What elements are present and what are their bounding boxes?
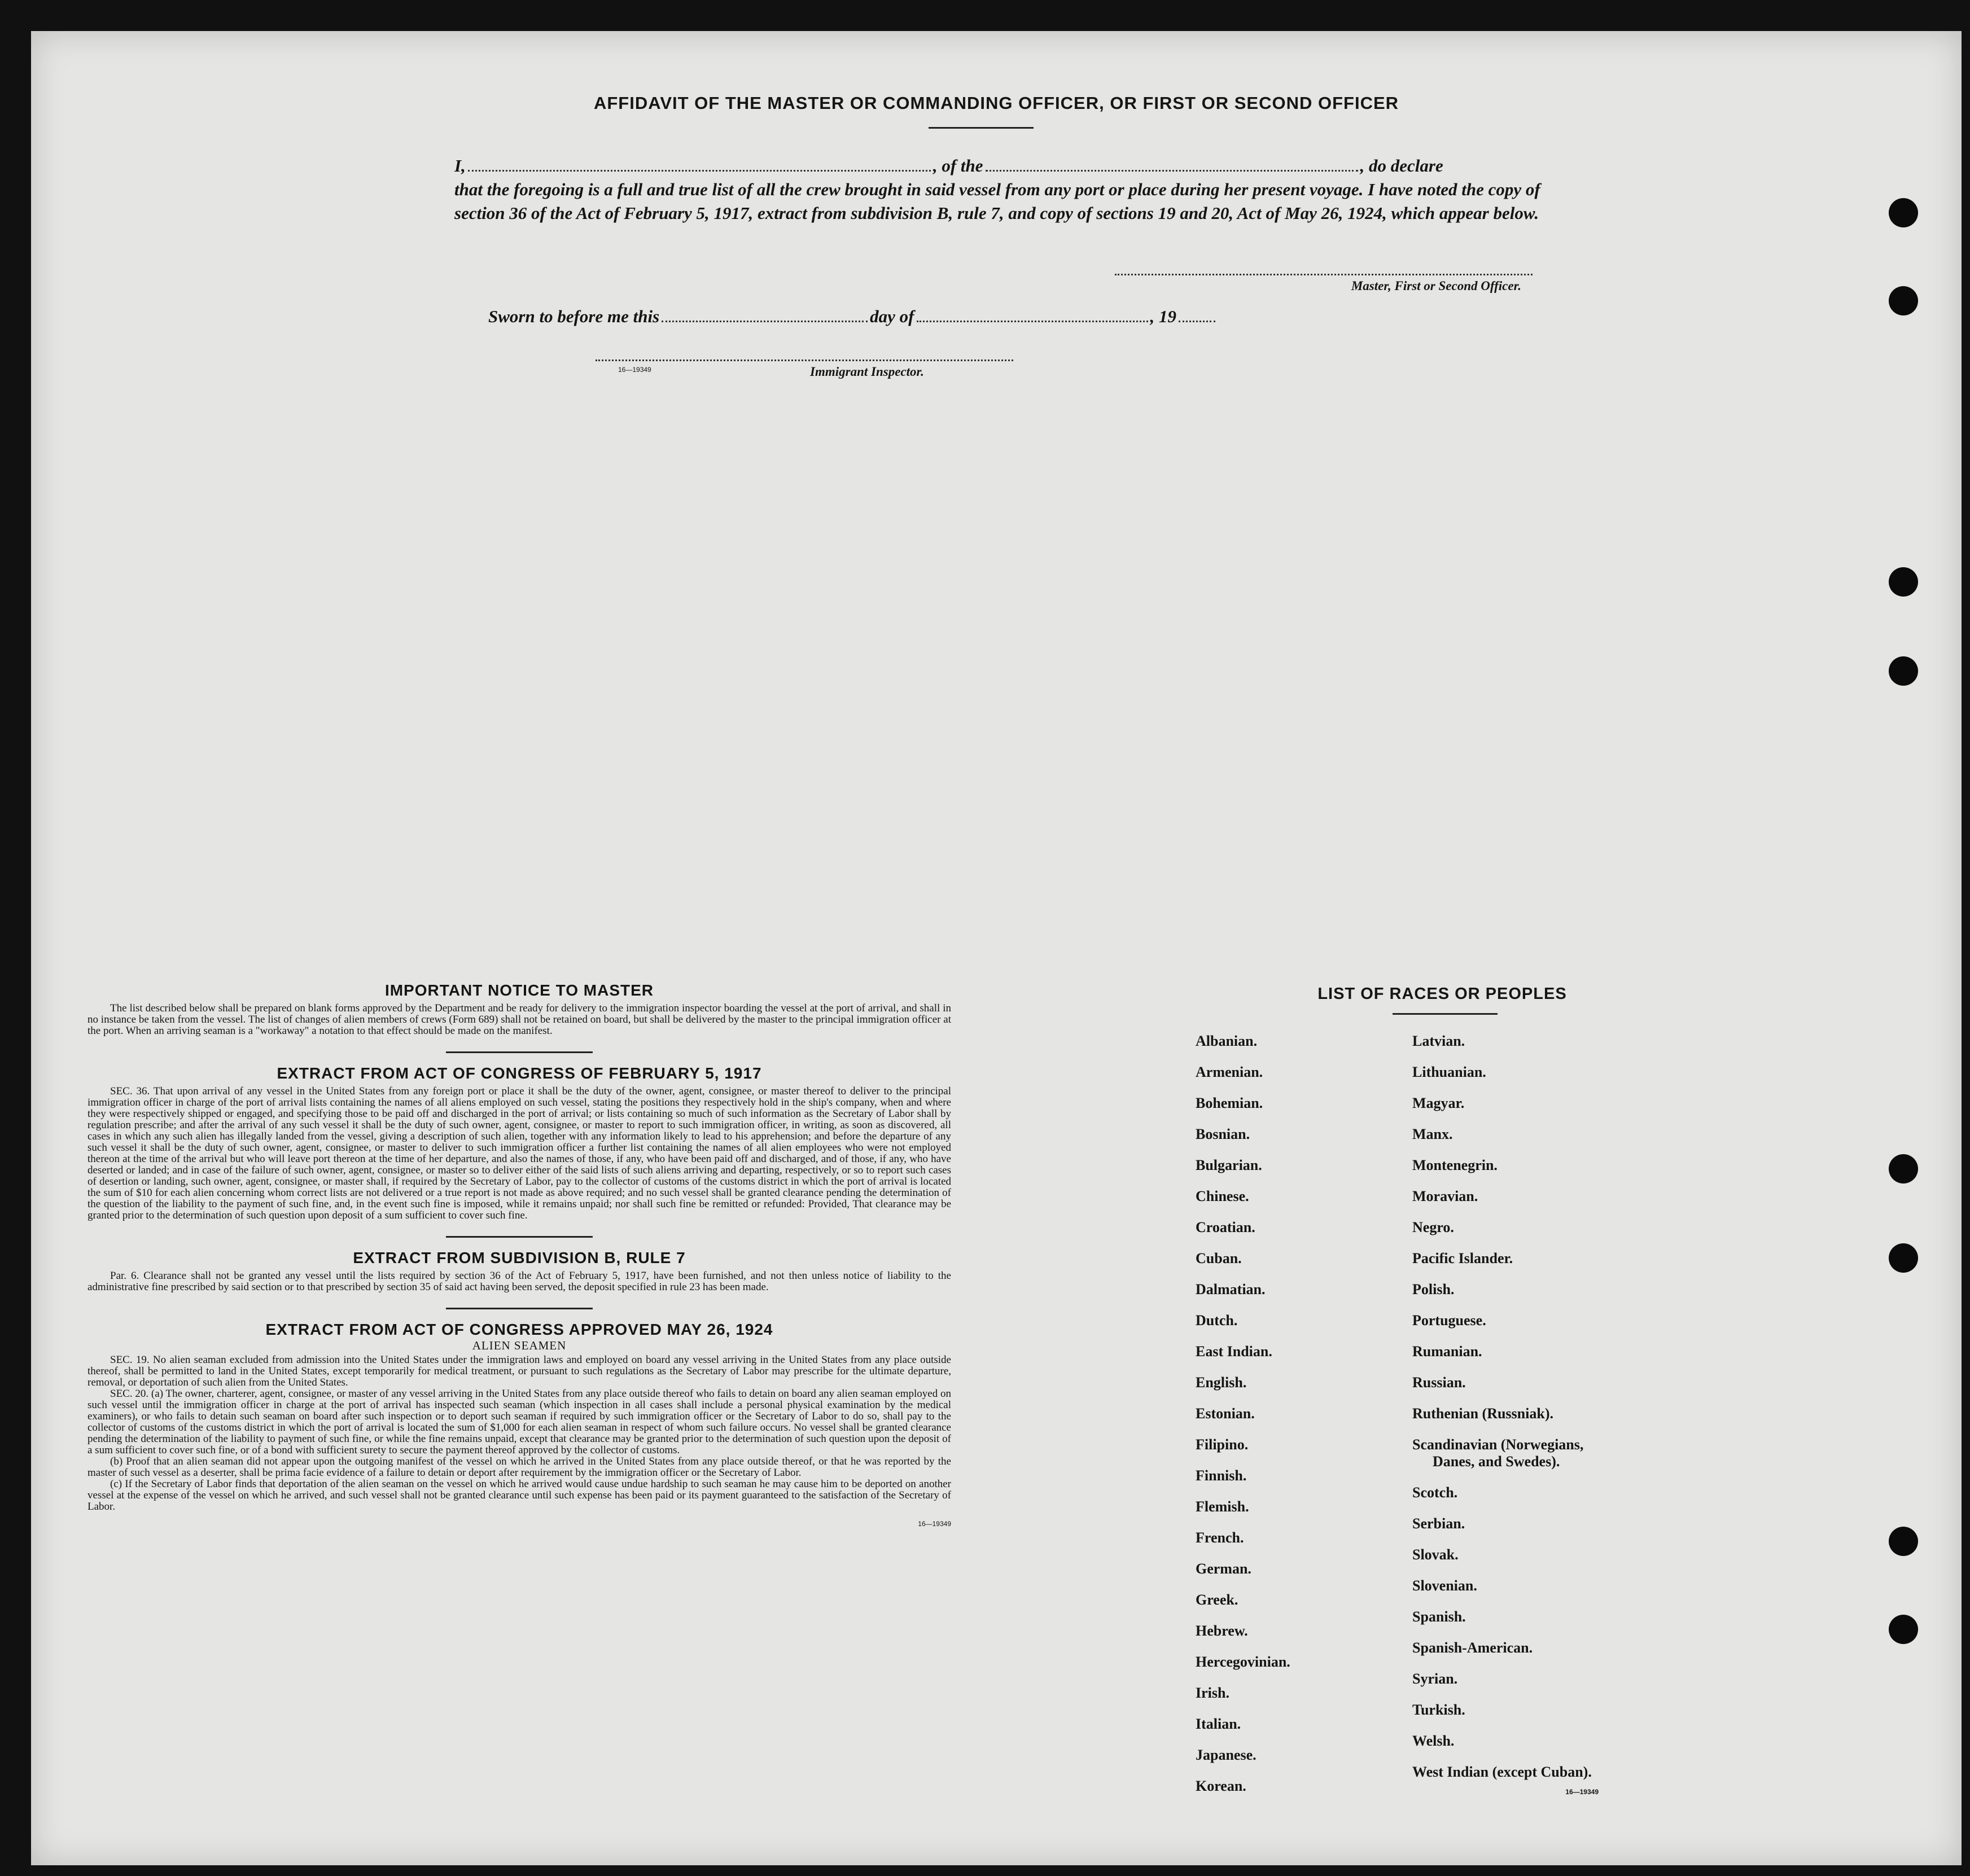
punch-hole-1	[1889, 198, 1918, 227]
race-item: Dutch.	[1196, 1312, 1238, 1329]
declaration-first-line	[454, 154, 1555, 178]
sec-19-text: SEC. 19. No alien seaman excluded from admission into the United States under the immigration laws and employed on board any vessel arriving in the United States from any place outside thereof, shall be permitted to land in the United States, except temporarily for medical treatment, or pursuant to such regulations as the Secretary of Labor may prescribe for the ultimate departure, removal, or deportation of such alien from the United States.	[87, 1354, 951, 1388]
declaration-i-label: I,	[454, 156, 466, 176]
race-item: Filipino.	[1196, 1436, 1249, 1453]
race-item: Manx.	[1412, 1126, 1453, 1142]
race-item: Chinese.	[1196, 1188, 1249, 1204]
declaration-block	[454, 154, 1555, 225]
inspector-signature-block	[596, 360, 1013, 382]
race-item: Latvian.	[1412, 1033, 1465, 1049]
declaration-do-declare-label: , do declare	[1360, 156, 1443, 176]
race-item: Rumanian.	[1412, 1343, 1482, 1360]
race-item: Montenegrin.	[1412, 1157, 1498, 1173]
race-item: Negro.	[1412, 1219, 1454, 1235]
punch-hole-6	[1889, 1243, 1918, 1273]
sworn-line	[488, 306, 1218, 327]
master-signature-caption: Master, First or Second Officer.	[1351, 279, 1521, 293]
race-item: Bulgarian.	[1196, 1157, 1262, 1173]
race-item: West Indian (except Cuban).	[1412, 1764, 1592, 1780]
affidavit-form-number: 16—19349	[618, 366, 651, 374]
section-divider	[446, 1308, 593, 1309]
race-item: Korean.	[1196, 1778, 1246, 1794]
declaration-of-the-label: , of the	[933, 156, 983, 176]
race-item: Estonian.	[1196, 1405, 1255, 1422]
race-item: Syrian.	[1412, 1671, 1458, 1687]
race-item: Russian.	[1412, 1374, 1466, 1391]
extract-1917-title: EXTRACT FROM ACT OF CONGRESS OF FEBRUARY 5, 1917	[277, 1064, 762, 1082]
punch-hole-7	[1889, 1527, 1918, 1556]
form-page	[31, 31, 1962, 1865]
races-form-number: 16—19349	[1565, 1788, 1599, 1796]
race-item: French.	[1196, 1529, 1244, 1546]
master-signature-block	[1115, 274, 1533, 293]
punch-hole-8	[1889, 1615, 1918, 1644]
extract-rule7-title: EXTRACT FROM SUBDIVISION B, RULE 7	[353, 1249, 686, 1266]
race-item: Welsh.	[1412, 1733, 1455, 1749]
race-item: Scotch.	[1412, 1484, 1458, 1501]
year-label: , 19	[1150, 306, 1176, 326]
race-item: Armenian.	[1196, 1064, 1263, 1080]
punch-hole-5	[1889, 1154, 1918, 1184]
race-item: Greek.	[1196, 1592, 1238, 1608]
sworn-label: Sworn to before me this	[488, 306, 660, 326]
race-item: Irish.	[1196, 1685, 1229, 1701]
race-item: Turkish.	[1412, 1702, 1465, 1718]
extract-form-number: 16—19349	[918, 1520, 951, 1528]
notice-title: IMPORTANT NOTICE TO MASTER	[384, 981, 654, 999]
race-item: Slovak.	[1412, 1546, 1459, 1563]
races-left-column	[1196, 1033, 1382, 1809]
race-item: East Indian.	[1196, 1343, 1272, 1360]
race-item: Danes, and Swedes).	[1433, 1453, 1560, 1470]
race-item: Pacific Islander.	[1412, 1250, 1513, 1266]
race-item: Finnish.	[1196, 1467, 1247, 1484]
race-item: Japanese.	[1196, 1747, 1257, 1763]
vessel-name-field[interactable]	[986, 169, 1358, 172]
punch-hole-4	[1889, 656, 1918, 686]
sec-20a-text: SEC. 20. (a) The owner, charterer, agent, consignee, or master of any vessel arriving in the United States from any place outside thereof who fails to detain on board any alien seaman employed on such vessel until the immigration officer in charge at the port of arrival has inspected such seaman (which inspection in all cases shall include a personal physical examination by the medical examiners), or who fails to detain such seaman on board after such inspection or to deport such seaman if required by such immigration officer or the Secretary of Labor to do so, shall pay to the collector of customs of the customs district in which the port of arrival is located the sum of $1,000 for each alien seaman in respect of whom such failure occurs. No vessel shall be granted clearance pending the determination of the liability to payment of such fine, or while the fine remains unpaid, except that clearance may be granted prior to the determination of such question upon the deposit of a sum sufficient to cover such fine, or of a bond with sufficient surety to secure the payment thereof approved by the collector of customs.	[87, 1388, 951, 1456]
races-divider	[1393, 1013, 1498, 1015]
race-item: Polish.	[1412, 1281, 1455, 1298]
declaration-text: that the foregoing is a full and true list of all the crew brought in said vessel from any port or place during her present voyage. I have noted the copy of section 36 of the Act of February 5, 1917, extract from subdivision B, rule 7, and copy of sections 19 and 20, Act of May 26, 1924, which appear below.	[454, 179, 1540, 223]
day-of-label: day of	[870, 306, 914, 326]
race-item: Albanian.	[1196, 1033, 1258, 1049]
race-item: Bohemian.	[1196, 1095, 1263, 1111]
races-title: LIST OF RACES OR PEOPLES	[1317, 985, 1567, 1003]
race-item: Dalmatian.	[1196, 1281, 1266, 1298]
race-item: Croatian.	[1196, 1219, 1255, 1235]
sworn-year-field[interactable]	[1179, 320, 1215, 322]
race-item: German.	[1196, 1561, 1251, 1577]
extract-rule7-text: Par. 6. Clearance shall not be granted any vessel until the lists required by section 36 of the Act of February 5, 1917, have been furnished, and not then unless notice of liability to the administrative fine prescribed by said section or to that prescribed by section 35 of said act having been served, the deposit specified in rule 23 has been made.	[87, 1270, 951, 1293]
officer-name-field[interactable]	[468, 169, 931, 172]
inspector-caption: Immigrant Inspector.	[810, 365, 924, 379]
race-item: Moravian.	[1412, 1188, 1478, 1204]
race-item: Spanish.	[1412, 1608, 1466, 1625]
race-item: Flemish.	[1196, 1498, 1249, 1515]
race-item: Ruthenian (Russniak).	[1412, 1405, 1553, 1422]
sworn-day-field[interactable]	[662, 320, 868, 322]
sec-20c-text: (c) If the Secretary of Labor finds that deportation of the alien seaman on the vessel on which he arrived would cause undue hardship to such seaman he may cause him to be deported on another vessel at the expense of the vessel on which he arrived, and such vessel shall not be granted clearance until such expense has been paid or its payment guaranteed to the satisfaction of the Secretary of Labor.	[87, 1478, 951, 1513]
race-item: Italian.	[1196, 1716, 1241, 1732]
race-item: Bosnian.	[1196, 1126, 1250, 1142]
race-item: Lithuanian.	[1412, 1064, 1486, 1080]
sworn-month-field[interactable]	[917, 320, 1148, 322]
extract-1917-text: SEC. 36. That upon arrival of any vessel in the United States from any foreign port or place it shall be the duty of the owner, agent, consignee, or master thereof to deliver to the principal immigration officer in charge of the port of arrival lists containing the names of all aliens employed on such vessel, stating the positions they respectively hold in the ship's company, when and where they were respectively shipped or engaged, and specifying those to be paid off and discharged in the port of arrival; or lists containing so much of such information as the Secretary of Labor shall by regulation prescribe; and after the arrival of any such vessel it shall be the duty of such owner, agent, consignee, or master to report to such immigration officer, in writing, as soon as discovered, all cases in which any such alien has illegally landed from the vessel, giving a description of such alien, together with any information likely to lead to his apprehension; and before the departure of any such vessel it shall be the duty of such owner, agent, consignee, or master to deliver to such immigration officer a further list containing the names of all alien employees who were not employed thereon at the time of the arrival but who will leave port thereon at the time of her departure, and also the names of those, if any, who have been paid off and discharged, and of those, if any, who have deserted or landed; and in case of the failure of such owner, agent, consignee, or master so to deliver either of the said lists of such aliens arriving and departing, respectively, or so to report such cases of desertion or landing, such owner, agent, consignee, or master shall, if required by the Secretary of Labor, pay to the collector of customs of the customs district in which the port of arrival is located the sum of $10 for each alien concerning whom correct lists are not delivered or a true report is not made as above required; and no such vessel shall be granted clearance pending the determination of the question of the liability to the payment of such fine, and, in the event such fine is imposed, while it remains unpaid; nor shall such fine be remitted or refunded: Provided, That clearance may be granted prior to the determination of such question upon deposit of a sum sufficient to cover such fine.	[87, 1085, 951, 1221]
race-item: Scandinavian (Norwegians,	[1412, 1436, 1584, 1453]
punch-hole-3	[1889, 567, 1918, 597]
race-item: Slovenian.	[1412, 1577, 1477, 1594]
race-item: Cuban.	[1196, 1250, 1242, 1266]
section-divider	[446, 1236, 593, 1238]
title-divider	[929, 127, 1034, 129]
race-item: Portuguese.	[1412, 1312, 1486, 1329]
affidavit-title: AFFIDAVIT OF THE MASTER OR COMMANDING OFFICER, OR FIRST OR SECOND OFFICER	[593, 93, 1399, 113]
master-signature-line[interactable]	[1115, 274, 1533, 275]
alien-seamen-subtitle: ALIEN SEAMEN	[472, 1339, 567, 1352]
sec-20b-text: (b) Proof that an alien seaman did not appear upon the outgoing manifest of the vessel on which he arrived in the United States from any place outside thereof, or that he was reported by the master of such vessel as a deserter, shall be prima facie evidence of a failure to detain or deport after requirement by the immigration officer or the Secretary of Labor.	[87, 1456, 951, 1479]
race-item: Serbian.	[1412, 1515, 1465, 1532]
race-item: Hercegovinian.	[1196, 1654, 1290, 1670]
extract-1924-title: EXTRACT FROM ACT OF CONGRESS APPROVED MAY 26, 1924	[265, 1321, 773, 1338]
race-item: English.	[1196, 1374, 1247, 1391]
race-item: Spanish-American.	[1412, 1640, 1533, 1656]
races-right-column	[1412, 1033, 1695, 1796]
notice-text: The list described below shall be prepared on blank forms approved by the Department and be ready for delivery to the immigration inspector boarding the vessel at the port of arrival, and shall in no instance be taken from the vessel. The list of changes of alien members of crews (Form 689) shall not be retained on board, but shall be delivered by the master to the principal immigration officer at the port. When an arriving seaman is a "workaway" a notation to that effect should be made on the manifest.	[87, 1002, 951, 1037]
race-item: Magyar.	[1412, 1095, 1465, 1111]
race-item: Hebrew.	[1196, 1623, 1248, 1639]
section-divider	[446, 1051, 593, 1053]
notice-column	[87, 981, 951, 1529]
punch-hole-2	[1889, 286, 1918, 315]
